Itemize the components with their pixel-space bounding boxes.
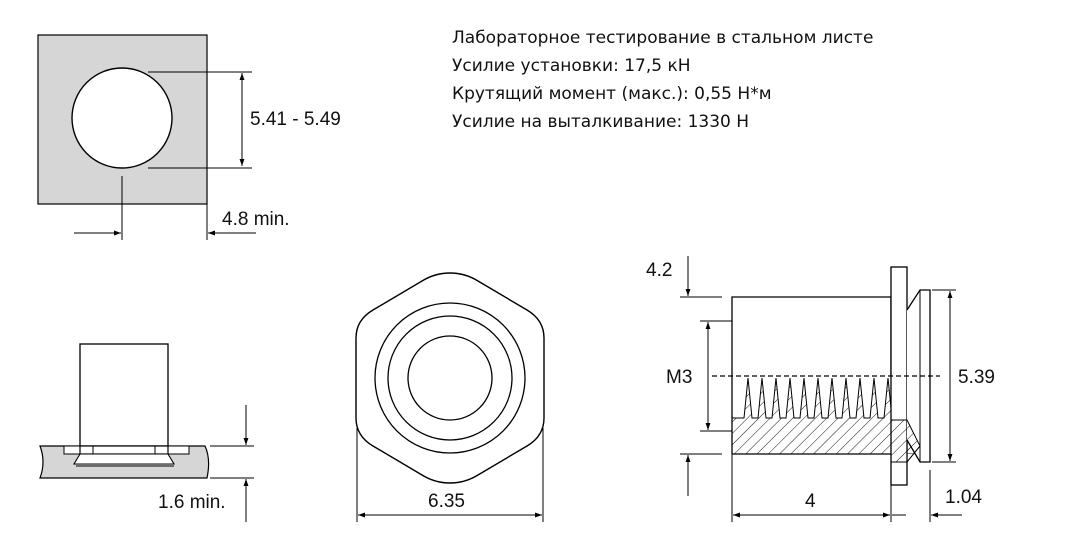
- hex-flange-outline: [356, 273, 544, 483]
- panel-hole-view: [38, 35, 341, 240]
- flange-label: 1.04: [945, 487, 982, 508]
- section-view: [646, 256, 995, 522]
- max-torque: Крутящий момент (макс.): 0,55 Н*м: [452, 84, 772, 104]
- body-length-label: 4: [805, 491, 816, 512]
- head-dim-label: 4.2: [646, 260, 673, 281]
- installation-force: Усилие установки: 17,5 кН: [452, 56, 691, 76]
- sheet-thickness-label: 1.6 min.: [158, 492, 226, 513]
- hole-diameter-label: 5.41 - 5.49: [250, 109, 341, 130]
- edge-distance-label: 4.8 min.: [222, 209, 290, 230]
- hex-top-view: [356, 273, 544, 522]
- mounting-hole: [72, 68, 172, 168]
- pushout-force: Усилие на выталкивание: 1330 Н: [452, 112, 750, 132]
- specs-title: Лабораторное тестирование в стальном листе: [452, 28, 874, 48]
- installed-view: [40, 344, 254, 522]
- thread-label: M3: [666, 367, 693, 388]
- fastener-body: [80, 344, 168, 446]
- length-label: 5.39: [958, 367, 995, 388]
- hex-across-label: 6.35: [428, 491, 465, 512]
